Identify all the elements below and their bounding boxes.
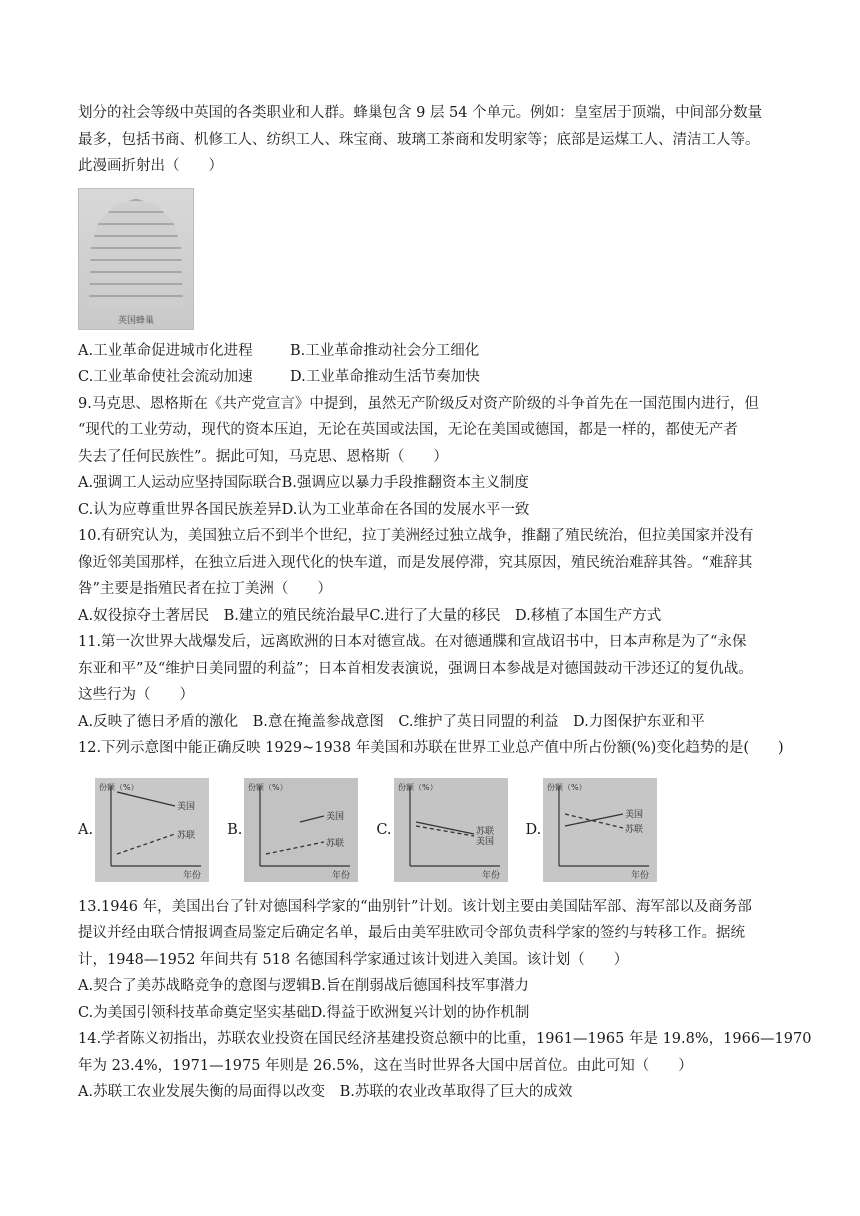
option-row[interactable]: A.契合了美苏战略竞争的意图与逻辑B.旨在削弱战后德国科技军事潜力 [78,978,529,994]
question-stem-line: 13.1946 年，美国出台了针对德国科学家的“曲别针”计划。该计划主要由美国陆军部、海军部以及商务部 [78,898,752,915]
cartoon-caption: 英国蜂巢 [117,315,154,326]
question-stem-line: 9.马克思、恩格斯在《共产党宣言》中提到，虽然无产阶级反对资产阶级的斗争首先在一国范围内进行，但 [78,395,759,412]
y-axis-label: 份额（%） [547,782,587,792]
intro-paragraph [78,100,784,180]
us-series-label: 美国 [177,801,196,812]
question-10 [78,523,784,629]
question-stem-line: 14.学者陈义初指出，苏联农业投资在国民经济基建投资总额中的比重，1961—1965 年是 19.8%，1966—1970 [78,1031,812,1047]
option-c[interactable]: C.工业革命使社会流动加速 [78,369,253,385]
ussr-series-label: 苏联 [326,838,345,849]
ussr-series-line [117,834,175,854]
y-axis-label: 份额（%） [397,782,438,792]
option-d[interactable]: D.工业革命推动生活节奏加快 [290,369,480,385]
option-b[interactable]: B.工业革命推动社会分工细化 [290,342,480,359]
ussr-series-label: 苏联 [475,826,494,837]
chart-option-b[interactable] [227,778,358,882]
question-8-options [78,338,784,391]
question-13 [78,894,784,1027]
option-row[interactable]: A.强调工人运动应坚持国际联合B.强调应以暴力手段推翻资本主义制度 [78,475,529,491]
x-axis-label: 年份 [332,870,351,881]
chart-option-c[interactable] [376,778,507,882]
us-series-label: 美国 [625,809,644,820]
question-stem-line: 像近邻美国那样，在独立后进入现代化的快车道，而是发展停滞，究其原因，殖民统治难辞其咎。“难辞其 [78,554,753,571]
us-series-line [117,792,175,806]
question-stem-line: 这些行为（ ） [78,687,194,703]
question-12 [78,735,784,890]
trend-chart [543,778,657,882]
question-9 [78,391,784,524]
ussr-series-line [266,842,324,854]
question-stem-line: 计，1948—1952 年间共有 518 名德国科学家通过该计划进入美国。该计划（ ） [78,951,629,968]
us-series-label: 美国 [475,836,494,847]
option-row[interactable]: C.为美国引领科技革命奠定坚实基础D.得益于欧洲复兴计划的协作机制 [78,1004,530,1021]
question-stem-line: 年为 23.4%，1971—1975 年则是 26.5%，这在当时世界各大国中居首位。由此可知（ ） [78,1057,693,1074]
beehive-cartoon-image [78,188,194,330]
ussr-series-label: 苏联 [625,824,644,835]
trend-chart [95,778,209,882]
option-row[interactable]: C.认为应尊重世界各国民族差异D.认为工业革命在各国的发展水平一致 [78,501,530,518]
option-row[interactable]: A.奴役掠夺土著居民 B.建立的殖民统治最早C.进行了大量的移民 D.移植了本国生产方式 [78,607,662,624]
answer-charts-row [78,770,784,890]
option-row [78,364,784,391]
us-series-line [300,816,324,822]
trend-chart [244,778,358,882]
question-stem-line: 咎”主要是指殖民者在拉丁美洲（ ） [78,581,332,597]
ussr-series-label: 苏联 [177,830,196,841]
chart-option-label: D. [525,821,542,838]
question-stem-line: 11.第一次世界大战爆发后，远离欧洲的日本对德宣战。在对德通牒和宣战诏书中，日本声称是为了“永保 [78,634,747,650]
chart-option-d[interactable] [526,778,658,882]
option-row[interactable]: A.苏联工农业发展失衡的局面得以改变 B.苏联的农业改革取得了巨大的成效 [78,1084,573,1100]
document-page [78,100,812,1106]
option-row [78,338,784,365]
trend-chart [394,778,508,882]
question-stem-line: 失去了任何民族性”。据此可知，马克思、恩格斯（ ） [78,448,448,465]
question-stem-line: 东亚和平”及“维护日美同盟的利益”；日本首相发表演说，强调日本参战是对德国鼓动干涉还辽的复仇战。 [78,660,753,677]
chart-option-label: A. [78,821,94,838]
question-11 [78,629,784,735]
option-row[interactable]: A.反映了德日矛盾的激化 B.意在掩盖参战意图 C.维护了英日同盟的利益 D.力图保护东亚和平 [78,713,705,730]
question-stem-line: 12.下列示意图中能正确反映 1929~1938 年美国和苏联在世界工业总产值中所占份额(%)变化趋势的是( ) [78,740,784,756]
chart-option-a[interactable] [78,778,209,882]
chart-option-label: B. [227,821,243,838]
us-series-label: 美国 [326,811,345,822]
text-line: 最多，包括书商、机修工人、纺织工人、珠宝商、玻璃工茶商和发明家等；底部是运煤工人、清洁工人等。 [78,131,760,148]
question-stem-line: “现代的工业劳动，现代的资本压迫，无论在英国或法国，无论在美国或德国，都是一样的，都使无产者 [78,422,738,438]
text-line: 划分的社会等级中英国的各类职业和人群。蜂巢包含 9 层 54 个单元。例如：皇室居于顶端，中间部分数量 [78,105,763,121]
text-line: 此漫画折射出（ ） [78,158,223,174]
option-a[interactable]: A.工业革命促进城市化进程 [78,342,253,359]
x-axis-label: 年份 [631,870,650,881]
chart-option-label: C. [376,821,392,838]
beehive-drawing [89,199,183,307]
x-axis-label: 年份 [183,870,202,881]
x-axis-label: 年份 [481,870,500,881]
y-axis-label: 份额（%） [248,782,288,792]
question-stem-line: 10.有研究认为，美国独立后不到半个世纪，拉丁美洲经过独立战争，推翻了殖民统治，但拉美国家并没有 [78,528,754,544]
y-axis-label: 份额（%） [99,782,139,792]
question-stem-line: 提议并经由联合情报调查局鉴定后确定名单，最后由美军驻欧司令部负责科学家的签约与转移工作。据统 [78,925,745,941]
question-14 [78,1026,812,1106]
